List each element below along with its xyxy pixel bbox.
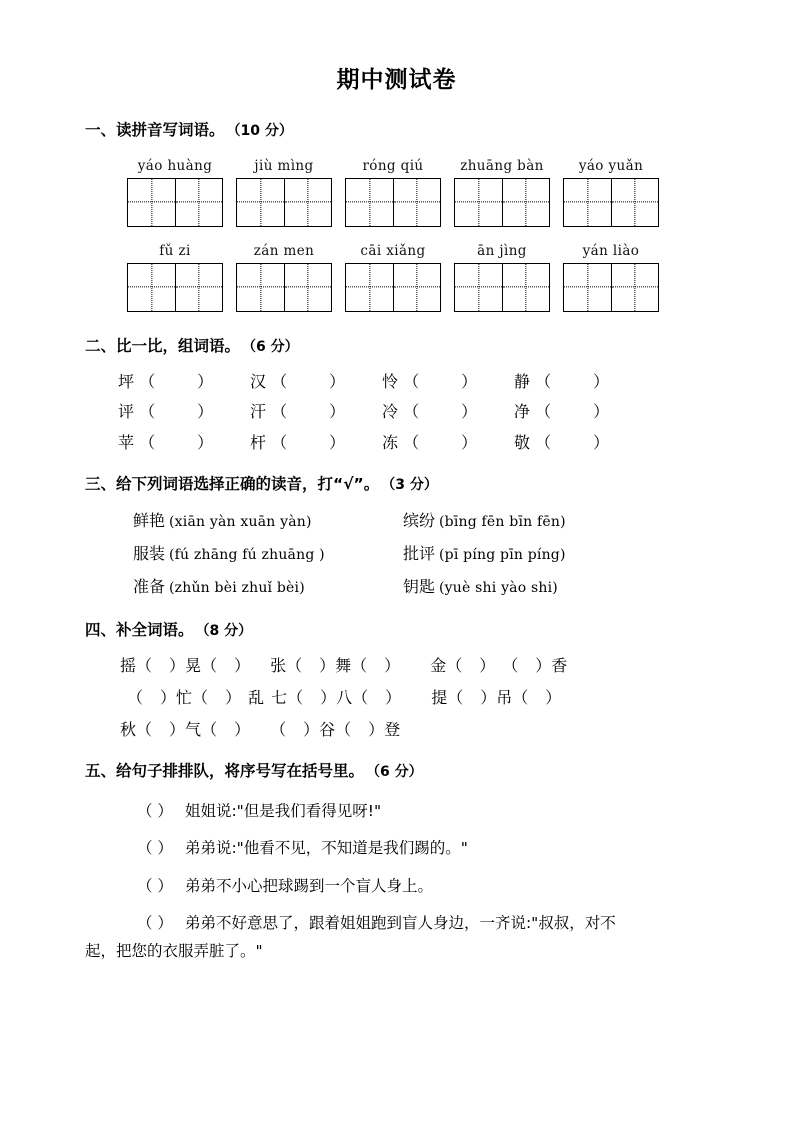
- section-score-3: （3 分）: [388, 477, 438, 494]
- character-cell[interactable]: [284, 264, 331, 311]
- character-cell[interactable]: [455, 179, 502, 226]
- phrase-blank[interactable]: （ ）: [201, 719, 251, 739]
- section-score-4: （8 分）: [202, 622, 253, 639]
- phrase-character: 金: [430, 656, 447, 676]
- pronunciation-options[interactable]: (zhǔn bèi zhuǐ bèi): [169, 579, 305, 596]
- character-cell[interactable]: [564, 264, 611, 311]
- pronunciation-row: [0, 578, 793, 597]
- compare-row: [0, 403, 793, 421]
- ordering-sentence: [0, 837, 793, 859]
- pinyin-grid-row-2: [0, 227, 793, 312]
- section-number-4: 四、: [85, 620, 117, 639]
- phrase-blank[interactable]: （ ）: [446, 656, 496, 676]
- phrase-character: 谷: [319, 719, 336, 739]
- phrase-character: 提: [431, 687, 448, 707]
- phrase-character: 吊: [496, 687, 513, 707]
- compare-row: [0, 434, 793, 452]
- pinyin-grid-group: [236, 244, 332, 312]
- compare-character: 汗: [250, 402, 267, 422]
- answer-parentheses[interactable]: （ ）: [266, 371, 346, 391]
- character-cell[interactable]: [502, 179, 549, 226]
- pronunciation-options[interactable]: (pī píng pīn píng): [439, 546, 566, 563]
- ordering-sentence-text: 弟弟说:"他看不见，不知道是我们踢的。": [184, 839, 468, 858]
- pinyin-grid-group: [563, 244, 659, 312]
- compare-item[interactable]: [118, 373, 250, 391]
- character-cell[interactable]: [128, 264, 175, 311]
- pinyin-label: jiù mìng: [254, 158, 314, 175]
- character-writing-box[interactable]: [345, 178, 441, 227]
- ordering-sentence-text: 弟弟不小心把球踢到一个盲人身上。: [184, 876, 433, 895]
- answer-parentheses[interactable]: （ ）: [530, 371, 610, 391]
- ordering-sentence: [0, 912, 793, 934]
- phrase-character: 登: [384, 719, 401, 739]
- character-cell[interactable]: [393, 179, 440, 226]
- answer-parentheses[interactable]: （ ）: [398, 402, 478, 422]
- ordering-blank[interactable]: （ ）: [137, 914, 173, 933]
- phrase-blank[interactable]: （ ）: [270, 719, 320, 739]
- pinyin-grid-group: [127, 244, 223, 312]
- pinyin-label: yáo yuǎn: [578, 158, 644, 175]
- section-number-5: 五、: [85, 762, 117, 781]
- pronunciation-item[interactable]: [133, 512, 403, 531]
- pronunciation-word: 鲜艳: [133, 511, 166, 531]
- character-cell[interactable]: [175, 179, 222, 226]
- character-cell[interactable]: [455, 264, 502, 311]
- pinyin-label: fǔ zi: [159, 242, 191, 259]
- pinyin-grid-group: [236, 159, 332, 227]
- section-heading-2: [0, 312, 793, 356]
- character-writing-box[interactable]: [236, 178, 332, 227]
- phrase-character: 忙: [176, 687, 193, 707]
- pinyin-label: zhuāng bàn: [460, 158, 544, 175]
- compare-character: 净: [514, 402, 531, 422]
- pronunciation-options[interactable]: (yuè shi yào shi): [439, 579, 558, 596]
- section-title-2: 比一比，组词语。: [116, 336, 241, 355]
- answer-parentheses[interactable]: （ ）: [398, 432, 478, 452]
- answer-parentheses[interactable]: （ ）: [134, 402, 214, 422]
- compare-item[interactable]: [250, 373, 382, 391]
- character-writing-box[interactable]: [236, 263, 332, 312]
- pronunciation-word: 准备: [133, 576, 166, 596]
- compare-character: 苹: [118, 432, 135, 452]
- character-cell[interactable]: [564, 179, 611, 226]
- ordering-sentence: [0, 800, 793, 822]
- pronunciation-row: [0, 512, 793, 531]
- phrase-blank[interactable]: （ ）: [287, 687, 337, 707]
- phrase-character: 舞: [335, 656, 352, 676]
- phrase-blank[interactable]: （ ）: [286, 656, 336, 676]
- character-writing-box[interactable]: [563, 263, 659, 312]
- answer-parentheses[interactable]: （ ）: [266, 402, 346, 422]
- answer-parentheses[interactable]: （ ）: [398, 371, 478, 391]
- pronunciation-word: 批评: [403, 543, 436, 563]
- compare-character: 怜: [382, 371, 399, 391]
- section-score-2: （6 分）: [249, 338, 299, 355]
- compare-item[interactable]: [382, 434, 514, 452]
- character-cell[interactable]: [502, 264, 549, 311]
- compare-item[interactable]: [382, 373, 514, 391]
- phrase-character: 张: [270, 656, 287, 676]
- pinyin-grid-group: [563, 159, 659, 227]
- character-cell[interactable]: [611, 179, 658, 226]
- complete-phrase-row: [0, 689, 793, 707]
- pinyin-label: zán men: [253, 242, 315, 259]
- compare-character: 冻: [382, 432, 399, 452]
- section-number-2: 二、: [85, 336, 117, 355]
- character-cell[interactable]: [128, 179, 175, 226]
- character-cell[interactable]: [346, 264, 393, 311]
- section-heading-3: [0, 451, 793, 494]
- compare-character: 杆: [250, 432, 267, 452]
- section-score-5: （6 分）: [373, 764, 423, 781]
- compare-item[interactable]: [382, 403, 514, 421]
- compare-character: 坪: [118, 371, 135, 391]
- pinyin-grid-group: [127, 159, 223, 227]
- pronunciation-options[interactable]: (fú zhāng fú zhuāng ): [169, 546, 325, 563]
- character-writing-box[interactable]: [345, 263, 441, 312]
- compare-character: 静: [514, 371, 531, 391]
- pronunciation-item[interactable]: [403, 578, 673, 597]
- pinyin-grid-group: [454, 244, 550, 312]
- character-cell[interactable]: [393, 264, 440, 311]
- phrase-blank[interactable]: （ ）: [201, 656, 251, 676]
- phrase-blank[interactable]: （ ）: [352, 687, 402, 707]
- pinyin-grid-row-1: [0, 140, 793, 227]
- character-writing-box[interactable]: [454, 263, 550, 312]
- section-heading-5: [0, 738, 793, 781]
- phrase-blank[interactable]: （ ）: [447, 687, 497, 707]
- compare-character: 评: [118, 402, 135, 422]
- section-title-1: 读拼音写词语。: [116, 121, 225, 140]
- character-writing-box[interactable]: [454, 178, 550, 227]
- pronunciation-choice-block: [0, 512, 793, 596]
- pinyin-label: ān jìng: [477, 242, 527, 259]
- compare-character: 敬: [514, 432, 531, 452]
- phrase-character: 摇: [120, 656, 137, 676]
- section-number-1: 一、: [85, 121, 117, 140]
- pronunciation-word: 服装: [133, 543, 166, 563]
- pinyin-label: cāi xiǎng: [360, 242, 426, 259]
- compare-character: 汉: [250, 371, 267, 391]
- sentence-ordering-block: [0, 800, 793, 962]
- section-heading-1: [0, 93, 793, 140]
- section-number-3: 三、: [85, 475, 117, 494]
- complete-phrase-row: [0, 721, 793, 739]
- character-cell[interactable]: [346, 179, 393, 226]
- compare-item[interactable]: [118, 434, 250, 452]
- phrase-character: 晃: [185, 656, 202, 676]
- ordering-blank[interactable]: （ ）: [137, 801, 173, 820]
- answer-parentheses[interactable]: （ ）: [530, 402, 610, 422]
- pronunciation-options[interactable]: (xiān yàn xuān yàn): [169, 514, 312, 531]
- section-title-4: 补全词语。: [116, 620, 194, 639]
- compare-item[interactable]: [514, 434, 646, 452]
- pronunciation-item[interactable]: [133, 578, 403, 597]
- pronunciation-item[interactable]: [403, 512, 673, 531]
- pinyin-label: róng qiú: [362, 158, 424, 175]
- compare-item[interactable]: [514, 403, 646, 421]
- phrase-blank[interactable]: （ ）: [335, 719, 385, 739]
- pronunciation-row: [0, 545, 793, 564]
- ordering-sentence-text: 姐姐说:"但是我们看得见呀!": [184, 801, 382, 820]
- pinyin-grid-group: [345, 159, 441, 227]
- complete-phrase-row: [0, 657, 793, 675]
- phrase-blank[interactable]: （ ）: [192, 687, 242, 707]
- ordering-sentence: [0, 875, 793, 897]
- phrase-blank[interactable]: （ ）: [136, 656, 186, 676]
- phrase-blank[interactable]: （ ）: [127, 687, 177, 707]
- answer-parentheses[interactable]: （ ）: [530, 432, 610, 452]
- ordering-blank[interactable]: （ ）: [137, 839, 173, 858]
- section-heading-4: [0, 597, 793, 640]
- compare-character: 冷: [382, 402, 399, 422]
- compare-characters-block: [0, 373, 793, 452]
- section-score-1: （10 分）: [233, 123, 293, 140]
- compare-item[interactable]: [514, 373, 646, 391]
- pinyin-grid-group: [454, 159, 550, 227]
- answer-parentheses[interactable]: （ ）: [134, 371, 214, 391]
- phrase-character: 八: [336, 687, 353, 707]
- answer-parentheses[interactable]: （ ）: [266, 432, 346, 452]
- pronunciation-options[interactable]: (bīng fēn bīn fēn): [439, 514, 566, 531]
- ordering-sentence-text: 弟弟不好意思了，跟着姐姐跑到盲人身边，一齐说:"叔叔，对不: [184, 914, 616, 933]
- pinyin-label: yáo huàng: [137, 158, 213, 175]
- complete-phrases-block: [0, 657, 793, 738]
- compare-item[interactable]: [118, 403, 250, 421]
- pronunciation-word: 钥匙: [403, 576, 436, 596]
- phrase-character: 秋: [120, 719, 137, 739]
- phrase-blank[interactable]: （ ）: [136, 719, 186, 739]
- character-writing-box[interactable]: [127, 178, 223, 227]
- pronunciation-word: 缤纷: [403, 511, 436, 531]
- character-cell[interactable]: [237, 179, 284, 226]
- character-cell[interactable]: [237, 264, 284, 311]
- character-cell[interactable]: [175, 264, 222, 311]
- phrase-character: 气: [185, 719, 202, 739]
- pronunciation-item[interactable]: [403, 545, 673, 564]
- phrase-blank[interactable]: （ ）: [502, 656, 552, 676]
- pinyin-grid-group: [345, 244, 441, 312]
- phrase-character: 七: [271, 687, 288, 707]
- compare-item[interactable]: [250, 434, 382, 452]
- compare-row: [0, 373, 793, 391]
- page-title: 期中测试卷: [336, 67, 457, 93]
- phrase-character: 香: [551, 656, 568, 676]
- section-title-3: 给下列词语选择正确的读音，打“√”。: [116, 475, 380, 494]
- pronunciation-item[interactable]: [133, 545, 403, 564]
- character-cell[interactable]: [611, 264, 658, 311]
- pinyin-label: yán liào: [582, 242, 640, 259]
- compare-item[interactable]: [250, 403, 382, 421]
- ordering-blank[interactable]: （ ）: [137, 876, 173, 895]
- character-writing-box[interactable]: [563, 178, 659, 227]
- phrase-character: 乱: [248, 687, 265, 707]
- answer-parentheses[interactable]: （ ）: [134, 432, 214, 452]
- section-title-5: 给句子排排队，将序号写在括号里。: [116, 762, 365, 781]
- ordering-sentence-continuation: 起，把您的衣服弄脏了。": [85, 941, 263, 960]
- phrase-blank[interactable]: （ ）: [351, 656, 401, 676]
- character-cell[interactable]: [284, 179, 331, 226]
- phrase-blank[interactable]: （ ）: [512, 687, 562, 707]
- character-writing-box[interactable]: [127, 263, 223, 312]
